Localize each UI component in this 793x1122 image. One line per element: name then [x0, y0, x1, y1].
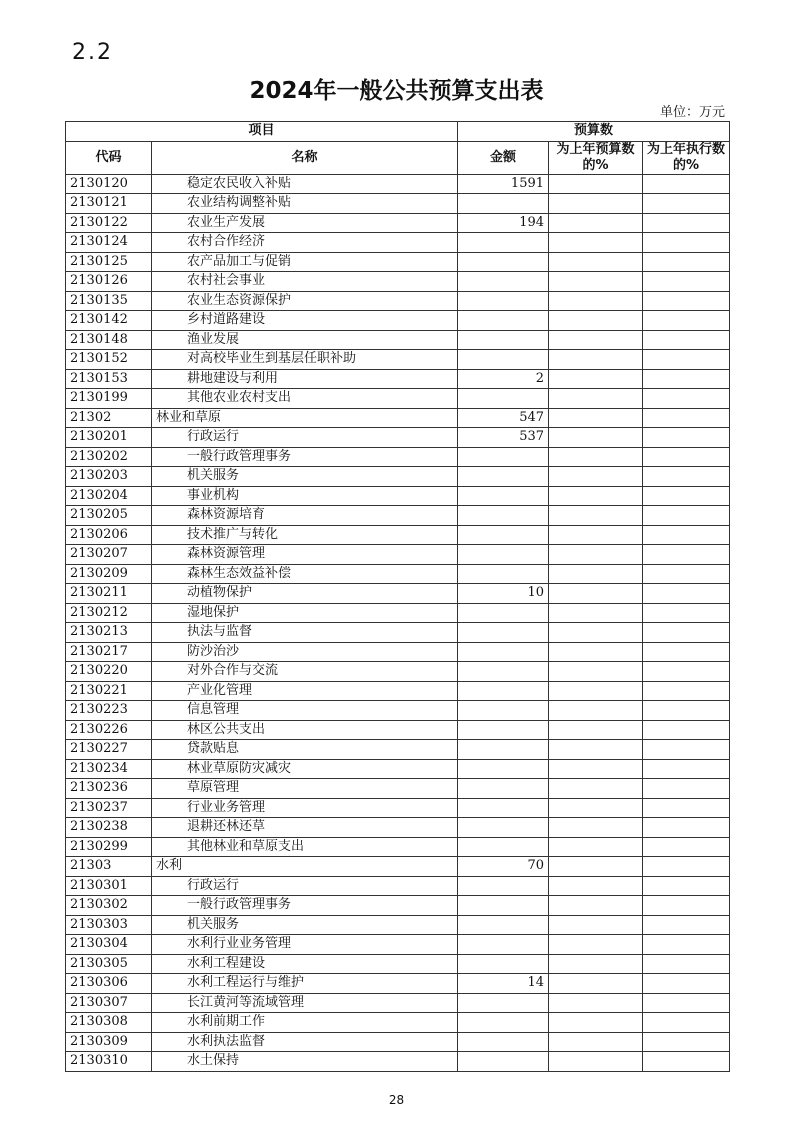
table-row [66, 701, 730, 721]
row-pct-prev-budget [549, 584, 643, 604]
row-name: 农业生态资源保护 [152, 291, 458, 311]
row-code: 2130306 [66, 974, 152, 994]
row-pct-prev-exec [643, 486, 730, 506]
table-row [66, 1013, 730, 1033]
row-amount [458, 506, 549, 526]
row-code: 2130302 [66, 896, 152, 916]
row-code: 2130301 [66, 876, 152, 896]
row-pct-prev-budget [549, 291, 643, 311]
row-amount [458, 740, 549, 760]
row-pct-prev-exec [643, 467, 730, 487]
row-pct-prev-budget [549, 779, 643, 799]
row-code: 2130211 [66, 584, 152, 604]
row-name: 水土保持 [152, 1052, 458, 1072]
budget-table [65, 121, 730, 1072]
row-pct-prev-budget [549, 837, 643, 857]
row-pct-prev-exec [643, 252, 730, 272]
table-row [66, 798, 730, 818]
row-pct-prev-budget [549, 759, 643, 779]
row-pct-prev-budget [549, 389, 643, 409]
row-name: 长江黄河等流域管理 [152, 993, 458, 1013]
table-row [66, 233, 730, 253]
row-pct-prev-budget [549, 369, 643, 389]
row-pct-prev-exec [643, 369, 730, 389]
row-name: 农村合作经济 [152, 233, 458, 253]
row-name: 湿地保护 [152, 603, 458, 623]
row-amount [458, 1013, 549, 1033]
header-budget: 预算数 [458, 122, 730, 142]
table-row [66, 1052, 730, 1072]
row-pct-prev-budget [549, 428, 643, 448]
row-code: 2130309 [66, 1032, 152, 1052]
table-row [66, 759, 730, 779]
row-amount: 547 [458, 408, 549, 428]
row-name: 草原管理 [152, 779, 458, 799]
table-header [66, 122, 730, 175]
table-row [66, 662, 730, 682]
row-amount [458, 564, 549, 584]
row-pct-prev-budget [549, 525, 643, 545]
row-name: 技术推广与转化 [152, 525, 458, 545]
row-amount [458, 798, 549, 818]
row-name: 农产品加工与促销 [152, 252, 458, 272]
row-amount [458, 603, 549, 623]
row-pct-prev-budget [549, 272, 643, 292]
row-name: 森林生态效益补偿 [152, 564, 458, 584]
row-code: 2130213 [66, 623, 152, 643]
row-pct-prev-exec [643, 330, 730, 350]
row-code: 2130148 [66, 330, 152, 350]
row-code: 2130125 [66, 252, 152, 272]
row-pct-prev-budget [549, 194, 643, 214]
row-code: 2130226 [66, 720, 152, 740]
row-amount: 10 [458, 584, 549, 604]
table-row [66, 720, 730, 740]
row-name: 森林资源管理 [152, 545, 458, 565]
row-pct-prev-budget [549, 623, 643, 643]
row-pct-prev-exec [643, 213, 730, 233]
row-amount [458, 350, 549, 370]
row-amount [458, 837, 549, 857]
row-pct-prev-exec [643, 681, 730, 701]
row-name: 林业和草原 [152, 408, 458, 428]
table-row [66, 935, 730, 955]
row-pct-prev-budget [549, 896, 643, 916]
row-code: 2130153 [66, 369, 152, 389]
table-row [66, 213, 730, 233]
row-name: 机关服务 [152, 915, 458, 935]
row-pct-prev-exec [643, 350, 730, 370]
row-amount [458, 623, 549, 643]
row-code: 2130122 [66, 213, 152, 233]
table-row [66, 623, 730, 643]
row-pct-prev-budget [549, 1052, 643, 1072]
row-amount: 1591 [458, 174, 549, 194]
row-code: 2130209 [66, 564, 152, 584]
table-row [66, 818, 730, 838]
row-amount [458, 330, 549, 350]
table-row [66, 545, 730, 565]
row-pct-prev-budget [549, 915, 643, 935]
table-row [66, 486, 730, 506]
row-name: 水利工程运行与维护 [152, 974, 458, 994]
row-amount [458, 993, 549, 1013]
table-row [66, 311, 730, 331]
row-name: 动植物保护 [152, 584, 458, 604]
table-row [66, 779, 730, 799]
row-pct-prev-budget [549, 603, 643, 623]
row-pct-prev-exec [643, 1052, 730, 1072]
row-pct-prev-exec [643, 818, 730, 838]
row-code: 2130299 [66, 837, 152, 857]
row-amount [458, 525, 549, 545]
table-row [66, 350, 730, 370]
row-name: 水利工程建设 [152, 954, 458, 974]
row-amount [458, 1032, 549, 1052]
row-amount: 194 [458, 213, 549, 233]
table-row [66, 291, 730, 311]
row-name: 一般行政管理事务 [152, 447, 458, 467]
header-pct-prev-budget: 为上年预算数的% [549, 141, 643, 174]
row-name: 水利执法监督 [152, 1032, 458, 1052]
row-pct-prev-exec [643, 564, 730, 584]
table-row [66, 1032, 730, 1052]
row-pct-prev-budget [549, 564, 643, 584]
row-code: 2130310 [66, 1052, 152, 1072]
row-pct-prev-budget [549, 311, 643, 331]
row-pct-prev-budget [549, 701, 643, 721]
row-code: 2130212 [66, 603, 152, 623]
row-pct-prev-budget [549, 447, 643, 467]
row-code: 2130205 [66, 506, 152, 526]
row-name: 信息管理 [152, 701, 458, 721]
row-name: 产业化管理 [152, 681, 458, 701]
row-code: 2130223 [66, 701, 152, 721]
row-code: 2130124 [66, 233, 152, 253]
row-code: 2130126 [66, 272, 152, 292]
row-amount [458, 545, 549, 565]
row-code: 2130304 [66, 935, 152, 955]
row-name: 渔业发展 [152, 330, 458, 350]
row-amount [458, 467, 549, 487]
row-name: 稳定农民收入补贴 [152, 174, 458, 194]
row-pct-prev-budget [549, 252, 643, 272]
row-code: 2130207 [66, 545, 152, 565]
row-name: 贷款贴息 [152, 740, 458, 760]
row-pct-prev-exec [643, 174, 730, 194]
table-row [66, 857, 730, 877]
row-amount [458, 389, 549, 409]
row-code: 2130202 [66, 447, 152, 467]
row-code: 2130308 [66, 1013, 152, 1033]
row-name: 行业业务管理 [152, 798, 458, 818]
table-row [66, 837, 730, 857]
row-pct-prev-exec [643, 993, 730, 1013]
row-code: 2130307 [66, 993, 152, 1013]
row-pct-prev-exec [643, 584, 730, 604]
table-row [66, 993, 730, 1013]
row-amount [458, 662, 549, 682]
row-code: 2130217 [66, 642, 152, 662]
row-amount [458, 896, 549, 916]
row-pct-prev-budget [549, 798, 643, 818]
row-pct-prev-exec [643, 642, 730, 662]
row-name: 行政运行 [152, 428, 458, 448]
row-pct-prev-exec [643, 447, 730, 467]
row-pct-prev-exec [643, 603, 730, 623]
row-name: 事业机构 [152, 486, 458, 506]
row-pct-prev-budget [549, 818, 643, 838]
row-code: 2130199 [66, 389, 152, 409]
row-code: 2130135 [66, 291, 152, 311]
row-pct-prev-budget [549, 467, 643, 487]
row-amount [458, 779, 549, 799]
table-row [66, 525, 730, 545]
table-body [66, 174, 730, 1071]
header-pct-prev-exec: 为上年执行数的% [643, 141, 730, 174]
row-amount: 70 [458, 857, 549, 877]
table-row [66, 974, 730, 994]
row-code: 2130152 [66, 350, 152, 370]
row-pct-prev-exec [643, 428, 730, 448]
row-pct-prev-budget [549, 408, 643, 428]
header-amount: 金额 [458, 141, 549, 174]
row-pct-prev-budget [549, 233, 643, 253]
row-pct-prev-exec [643, 506, 730, 526]
row-code: 2130238 [66, 818, 152, 838]
row-pct-prev-exec [643, 408, 730, 428]
row-pct-prev-budget [549, 876, 643, 896]
row-pct-prev-exec [643, 759, 730, 779]
row-pct-prev-budget [549, 330, 643, 350]
row-name: 农业生产发展 [152, 213, 458, 233]
table-row [66, 389, 730, 409]
table-row [66, 447, 730, 467]
row-pct-prev-exec [643, 272, 730, 292]
row-name: 对外合作与交流 [152, 662, 458, 682]
row-pct-prev-budget [549, 545, 643, 565]
row-amount [458, 311, 549, 331]
row-amount [458, 759, 549, 779]
row-amount [458, 233, 549, 253]
table-row [66, 408, 730, 428]
table-row [66, 642, 730, 662]
row-pct-prev-exec [643, 798, 730, 818]
row-name: 水利 [152, 857, 458, 877]
row-pct-prev-exec [643, 525, 730, 545]
row-name: 水利行业业务管理 [152, 935, 458, 955]
table-row [66, 369, 730, 389]
row-amount [458, 954, 549, 974]
row-pct-prev-exec [643, 974, 730, 994]
table-row [66, 252, 730, 272]
row-amount [458, 252, 549, 272]
row-name: 机关服务 [152, 467, 458, 487]
row-amount [458, 272, 549, 292]
table-row [66, 896, 730, 916]
row-code: 2130142 [66, 311, 152, 331]
row-pct-prev-budget [549, 974, 643, 994]
table-row [66, 584, 730, 604]
row-name: 林业草原防灾减灾 [152, 759, 458, 779]
row-pct-prev-exec [643, 857, 730, 877]
row-pct-prev-exec [643, 662, 730, 682]
row-pct-prev-budget [549, 350, 643, 370]
header-name: 名称 [152, 141, 458, 174]
row-code: 21303 [66, 857, 152, 877]
table-row [66, 506, 730, 526]
row-code: 2130220 [66, 662, 152, 682]
row-pct-prev-budget [549, 954, 643, 974]
row-code: 2130203 [66, 467, 152, 487]
row-amount [458, 720, 549, 740]
row-pct-prev-exec [643, 954, 730, 974]
section-number: 2.2 [72, 40, 113, 65]
row-code: 21302 [66, 408, 152, 428]
row-pct-prev-exec [643, 233, 730, 253]
row-name: 乡村道路建设 [152, 311, 458, 331]
row-pct-prev-budget [549, 1032, 643, 1052]
row-code: 2130204 [66, 486, 152, 506]
table-row [66, 954, 730, 974]
row-pct-prev-exec [643, 1013, 730, 1033]
row-name: 行政运行 [152, 876, 458, 896]
row-code: 2130237 [66, 798, 152, 818]
row-name: 林区公共支出 [152, 720, 458, 740]
row-name: 对高校毕业生到基层任职补助 [152, 350, 458, 370]
row-code: 2130221 [66, 681, 152, 701]
row-pct-prev-exec [643, 291, 730, 311]
row-amount [458, 486, 549, 506]
row-name: 一般行政管理事务 [152, 896, 458, 916]
row-code: 2130236 [66, 779, 152, 799]
row-name: 农村社会事业 [152, 272, 458, 292]
row-pct-prev-exec [643, 837, 730, 857]
row-pct-prev-budget [549, 213, 643, 233]
row-pct-prev-budget [549, 642, 643, 662]
row-pct-prev-budget [549, 740, 643, 760]
row-pct-prev-exec [643, 779, 730, 799]
row-pct-prev-budget [549, 935, 643, 955]
table-row [66, 272, 730, 292]
row-pct-prev-budget [549, 1013, 643, 1033]
row-pct-prev-exec [643, 623, 730, 643]
row-name: 退耕还林还草 [152, 818, 458, 838]
row-amount [458, 701, 549, 721]
row-pct-prev-budget [549, 174, 643, 194]
row-pct-prev-exec [643, 389, 730, 409]
table-row [66, 564, 730, 584]
table-row [66, 330, 730, 350]
row-pct-prev-exec [643, 740, 730, 760]
row-code: 2130206 [66, 525, 152, 545]
row-amount [458, 915, 549, 935]
unit-label: 单位：万元 [659, 105, 725, 120]
table-row [66, 194, 730, 214]
row-pct-prev-budget [549, 486, 643, 506]
table-row [66, 681, 730, 701]
row-pct-prev-exec [643, 1032, 730, 1052]
row-amount [458, 194, 549, 214]
row-pct-prev-budget [549, 506, 643, 526]
table-row [66, 603, 730, 623]
row-pct-prev-exec [643, 896, 730, 916]
row-name: 森林资源培育 [152, 506, 458, 526]
row-name: 农业结构调整补贴 [152, 194, 458, 214]
row-amount [458, 1052, 549, 1072]
table-row [66, 740, 730, 760]
row-amount [458, 447, 549, 467]
row-amount [458, 935, 549, 955]
row-pct-prev-exec [643, 311, 730, 331]
page-number: 28 [388, 1093, 405, 1107]
row-amount [458, 818, 549, 838]
row-pct-prev-exec [643, 545, 730, 565]
row-amount [458, 681, 549, 701]
row-code: 2130121 [66, 194, 152, 214]
header-code: 代码 [66, 141, 152, 174]
table-row [66, 876, 730, 896]
row-name: 耕地建设与利用 [152, 369, 458, 389]
table-row [66, 915, 730, 935]
row-amount [458, 876, 549, 896]
row-pct-prev-budget [549, 720, 643, 740]
row-amount [458, 291, 549, 311]
page-title: 2024年一般公共预算支出表 [249, 78, 544, 104]
header-project: 项目 [66, 122, 458, 142]
row-code: 2130201 [66, 428, 152, 448]
row-pct-prev-exec [643, 194, 730, 214]
row-pct-prev-exec [643, 701, 730, 721]
row-amount [458, 642, 549, 662]
row-pct-prev-exec [643, 876, 730, 896]
row-name: 其他林业和草原支出 [152, 837, 458, 857]
row-code: 2130303 [66, 915, 152, 935]
row-pct-prev-exec [643, 935, 730, 955]
row-pct-prev-exec [643, 720, 730, 740]
row-pct-prev-budget [549, 857, 643, 877]
row-amount: 2 [458, 369, 549, 389]
table-row [66, 428, 730, 448]
row-code: 2130305 [66, 954, 152, 974]
row-code: 2130120 [66, 174, 152, 194]
row-pct-prev-budget [549, 681, 643, 701]
row-name: 执法与监督 [152, 623, 458, 643]
row-name: 防沙治沙 [152, 642, 458, 662]
row-pct-prev-budget [549, 993, 643, 1013]
row-pct-prev-exec [643, 915, 730, 935]
row-name: 水利前期工作 [152, 1013, 458, 1033]
table-row [66, 174, 730, 194]
row-code: 2130227 [66, 740, 152, 760]
row-code: 2130234 [66, 759, 152, 779]
table-row [66, 467, 730, 487]
row-pct-prev-budget [549, 662, 643, 682]
row-name: 其他农业农村支出 [152, 389, 458, 409]
row-amount: 537 [458, 428, 549, 448]
row-amount: 14 [458, 974, 549, 994]
